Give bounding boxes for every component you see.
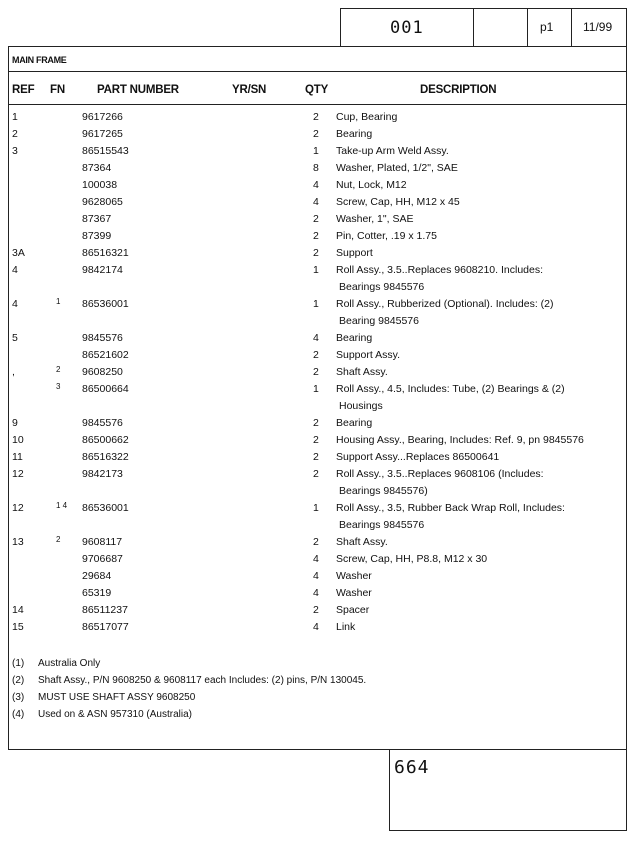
row-part-number: 9617265 xyxy=(82,128,123,140)
page-label: p1 xyxy=(540,20,554,34)
row-ref: 1 xyxy=(12,111,18,123)
row-description: Screw, Cap, HH, M12 x 45 xyxy=(336,196,460,208)
row-description: Bearing xyxy=(336,332,373,344)
row-qty: 4 xyxy=(313,179,319,191)
row-part-number: 86536001 xyxy=(82,298,129,310)
table-row xyxy=(0,128,640,145)
table-row xyxy=(0,434,640,451)
row-description: Housing Assy., Bearing, Includes: Ref. 9, pn 9845576 xyxy=(336,434,584,446)
row-qty: 4 xyxy=(313,570,319,582)
footer-divider xyxy=(389,749,390,831)
row-description: Roll Assy., 3.5, Rubber Back Wrap Roll, Includes: xyxy=(336,502,565,514)
table-row xyxy=(0,213,640,230)
column-header-part-number: PART NUMBER xyxy=(97,84,179,96)
row-qty: 2 xyxy=(313,451,319,463)
row-qty: 4 xyxy=(313,196,319,208)
row-part-number: 9842174 xyxy=(82,264,123,276)
row-ref: 4 xyxy=(12,298,18,310)
doc-number: 001 xyxy=(390,18,424,38)
frame-top-border xyxy=(8,46,627,47)
row-qty: 1 xyxy=(313,145,319,157)
table-row xyxy=(0,179,640,196)
row-qty: 2 xyxy=(313,536,319,548)
row-part-number: 100038 xyxy=(82,179,118,191)
row-qty: 1 xyxy=(313,264,319,276)
row-part-number: 86516321 xyxy=(82,247,129,259)
row-qty: 4 xyxy=(313,621,319,633)
row-part-number: 9842173 xyxy=(82,468,123,480)
row-description: Bearings 9845576) xyxy=(339,485,428,497)
footnote xyxy=(12,658,100,669)
footnote-number: (3) xyxy=(12,692,25,703)
footnote-text: Australia Only xyxy=(38,658,101,669)
row-part-number: 87399 xyxy=(82,230,112,242)
row-ref: 9 xyxy=(12,417,18,429)
row-ref: 4 xyxy=(12,264,18,276)
row-qty: 2 xyxy=(313,128,319,140)
row-description: Roll Assy., 3.5..Replaces 9608106 (Includes: xyxy=(336,468,544,480)
row-part-number: 86521602 xyxy=(82,349,129,361)
row-part-number: 9608250 xyxy=(82,366,123,378)
footer-page-number: 664 xyxy=(394,757,430,778)
row-qty: 2 xyxy=(313,349,319,361)
row-part-number: 87364 xyxy=(82,162,112,174)
row-description: Roll Assy., Rubberized (Optional). Includes: (2) xyxy=(336,298,554,310)
row-ref: 3 xyxy=(12,145,18,157)
row-part-number: 9608117 xyxy=(82,536,123,548)
footnote-text: Shaft Assy., P/N 9608250 & 9608117 each Includes: (2) pins, P/N 130045. xyxy=(38,675,367,686)
row-ref: 12 xyxy=(12,468,24,480)
footnote xyxy=(12,692,195,703)
footnote-text: MUST USE SHAFT ASSY 9608250 xyxy=(38,692,196,703)
row-qty: 2 xyxy=(313,213,319,225)
row-description: Shaft Assy. xyxy=(336,366,388,378)
row-description: Roll Assy., 3.5..Replaces 9608210. Includes: xyxy=(336,264,544,276)
header-right-border xyxy=(626,8,627,46)
row-description: Washer, Plated, 1/2", SAE xyxy=(336,162,458,174)
row-part-number: 9845576 xyxy=(82,417,123,429)
table-row xyxy=(0,383,640,417)
table-row xyxy=(0,264,640,298)
table-row xyxy=(0,111,640,128)
footer-top-border xyxy=(8,749,627,750)
table-row xyxy=(0,604,640,621)
row-description: Bearing xyxy=(336,128,373,140)
row-ref: 5 xyxy=(12,332,18,344)
column-header-divider xyxy=(8,104,627,105)
row-ref: 15 xyxy=(12,621,24,633)
section-title: MAIN FRAME xyxy=(12,55,67,65)
row-part-number: 9706687 xyxy=(82,553,123,565)
row-description: Support Assy. xyxy=(336,349,401,361)
table-row xyxy=(0,196,640,213)
row-qty: 2 xyxy=(313,247,319,259)
row-qty: 2 xyxy=(313,111,319,123)
table-row xyxy=(0,553,640,570)
row-fn: 2 xyxy=(56,535,61,544)
footnote-number: (2) xyxy=(12,675,25,686)
row-part-number: 9845576 xyxy=(82,332,123,344)
row-qty: 1 xyxy=(313,383,319,395)
row-part-number: 65319 xyxy=(82,587,112,599)
table-row xyxy=(0,332,640,349)
table-row xyxy=(0,451,640,468)
row-ref: 11 xyxy=(12,451,23,463)
row-description: Cup, Bearing xyxy=(336,111,398,123)
row-fn: 1 xyxy=(56,297,61,306)
table-row xyxy=(0,417,640,434)
row-description: Support Assy...Replaces 86500641 xyxy=(336,451,500,463)
row-part-number: 86511237 xyxy=(82,604,128,616)
column-header-yrsn: YR/SN xyxy=(232,84,267,96)
footnote xyxy=(12,675,366,686)
row-description: Washer xyxy=(336,570,372,582)
row-description: Housings xyxy=(339,400,383,412)
row-part-number: 9628065 xyxy=(82,196,123,208)
row-part-number: 87367 xyxy=(82,213,112,225)
row-description: Washer, 1", SAE xyxy=(336,213,414,225)
row-description: Nut, Lock, M12 xyxy=(336,179,407,191)
row-qty: 4 xyxy=(313,587,319,599)
row-description: Screw, Cap, HH, P8.8, M12 x 30 xyxy=(336,553,488,565)
row-fn: 3 xyxy=(56,382,61,391)
row-description: Bearings 9845576 xyxy=(339,281,425,293)
table-row xyxy=(0,536,640,553)
table-row xyxy=(0,230,640,247)
row-part-number: 86500664 xyxy=(82,383,129,395)
row-qty: 2 xyxy=(313,366,319,378)
column-header-fn: FN xyxy=(50,84,65,96)
header-divider-1 xyxy=(473,8,474,46)
table-row xyxy=(0,587,640,604)
row-ref: 3A xyxy=(12,247,25,259)
row-qty: 1 xyxy=(313,502,319,514)
row-part-number: 29684 xyxy=(82,570,112,582)
row-fn: 1 4 xyxy=(56,501,68,510)
table-row xyxy=(0,145,640,162)
row-fn: 2 xyxy=(56,365,61,374)
footnote-number: (1) xyxy=(12,658,25,669)
table-row xyxy=(0,349,640,366)
row-ref: 2 xyxy=(12,128,18,140)
row-part-number: 9617266 xyxy=(82,111,123,123)
footnote-number: (4) xyxy=(12,709,25,720)
row-qty: 1 xyxy=(313,298,319,310)
row-description: Pin, Cotter, .19 x 1.75 xyxy=(336,230,437,242)
row-part-number: 86516322 xyxy=(82,451,129,463)
row-description: Take-up Arm Weld Assy. xyxy=(336,145,449,157)
row-qty: 4 xyxy=(313,332,319,344)
row-description: Shaft Assy. xyxy=(336,536,388,548)
row-ref: , xyxy=(12,366,15,378)
row-description: Spacer xyxy=(336,604,370,616)
header-divider-2 xyxy=(527,8,528,46)
footnote-text: Used on & ASN 957310 (Australia) xyxy=(38,709,192,720)
row-description: Washer xyxy=(336,587,372,599)
row-part-number: 86500662 xyxy=(82,434,129,446)
row-ref: 14 xyxy=(12,604,24,616)
row-part-number: 86536001 xyxy=(82,502,129,514)
footer-bottom-border xyxy=(389,830,627,831)
row-qty: 2 xyxy=(313,468,319,480)
row-ref: 12 xyxy=(12,502,24,514)
row-qty: 2 xyxy=(313,230,319,242)
row-ref: 10 xyxy=(12,434,24,446)
row-part-number: 86517077 xyxy=(82,621,129,633)
row-qty: 2 xyxy=(313,417,319,429)
table-row xyxy=(0,298,640,332)
row-ref: 13 xyxy=(12,536,24,548)
table-row xyxy=(0,468,640,502)
table-row xyxy=(0,366,640,383)
row-qty: 8 xyxy=(313,162,319,174)
row-part-number: 86515543 xyxy=(82,145,129,157)
table-row xyxy=(0,162,640,179)
column-header-description: DESCRIPTION xyxy=(420,84,497,96)
table-row xyxy=(0,247,640,264)
footnote xyxy=(12,709,192,720)
revision-date: 11/99 xyxy=(583,20,613,34)
row-description: Bearing 9845576 xyxy=(339,315,419,327)
column-header-qty: QTY xyxy=(305,84,329,96)
row-qty: 2 xyxy=(313,434,319,446)
row-qty: 2 xyxy=(313,604,319,616)
section-divider xyxy=(8,71,627,72)
header-left-border xyxy=(340,8,341,46)
header-top-border xyxy=(340,8,627,9)
row-description: Bearing xyxy=(336,417,373,429)
row-qty: 4 xyxy=(313,553,319,565)
table-row xyxy=(0,621,640,638)
header-divider-3 xyxy=(571,8,572,46)
table-row xyxy=(0,570,640,587)
column-header-ref: REF xyxy=(12,84,35,96)
row-description: Support xyxy=(336,247,373,259)
row-description: Roll Assy., 4.5, Includes: Tube, (2) Bearings & (2) xyxy=(336,383,565,395)
table-row xyxy=(0,502,640,536)
row-description: Bearings 9845576 xyxy=(339,519,425,531)
row-description: Link xyxy=(336,621,356,633)
